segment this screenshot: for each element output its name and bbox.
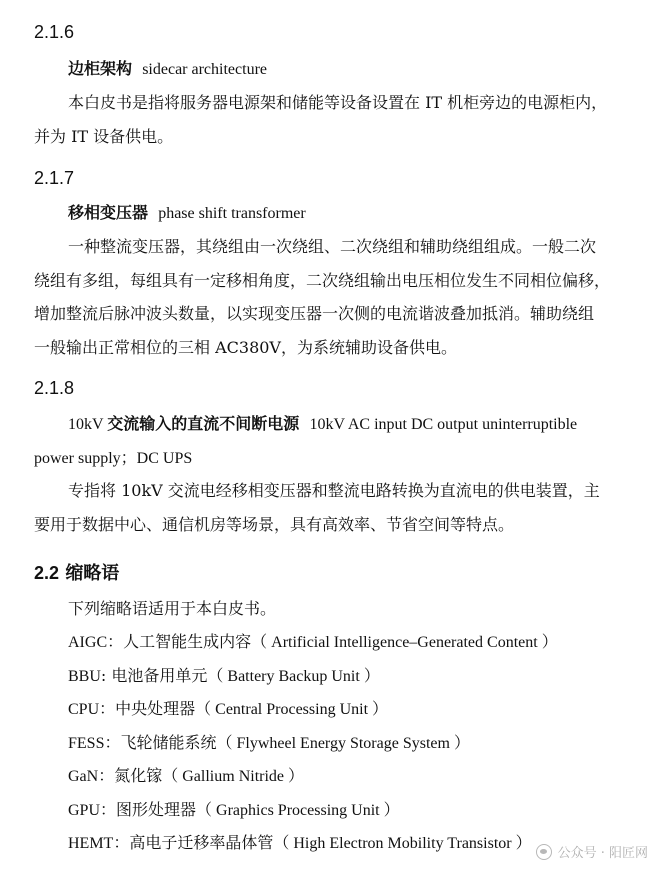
term-zh: 边柜架构 <box>68 59 133 78</box>
term-prefix: 10kV <box>68 416 108 433</box>
abbreviation-item-cpu <box>68 697 388 722</box>
abbreviation-item-gan <box>68 764 304 789</box>
abbreviation-item-aigc <box>68 630 558 655</box>
term-en: 10kV AC input DC output uninterruptible <box>309 416 578 433</box>
abbr-full: （ Graphics Processing Unit ） <box>196 802 400 819</box>
section-number-2-1-7: 2.1.7 <box>34 168 75 188</box>
abbr-sep: ： <box>99 699 116 718</box>
term-en-continued: power supply；DC UPS <box>34 450 193 467</box>
abbr-full: （ Flywheel Energy Storage System ） <box>216 735 470 752</box>
abbr-sep: ： <box>98 766 115 785</box>
definition-phase-shift-transformer <box>34 230 638 364</box>
definition-sidecar-architecture <box>34 86 638 153</box>
section-number-2-1-8: 2.1.8 <box>34 378 75 398</box>
paragraph-line: 增加整流后脉冲波头数量，以实现变压器一次侧的电流谐波叠加抵消。辅助绕组 <box>34 304 595 323</box>
term-en: sidecar architecture <box>142 61 267 78</box>
abbreviation-item-fess <box>68 731 470 756</box>
abbr-zh: 人工智能生成内容 <box>123 632 252 651</box>
paragraph-line: 并为 IT 设备供电。 <box>34 126 174 146</box>
term-10kv-dc-ups-continued <box>34 446 192 471</box>
abbreviations-intro: 下列缩略语适用于本白皮书。 <box>68 599 277 618</box>
abbr-code: GPU <box>68 802 101 819</box>
abbr-sep: ： <box>104 733 121 752</box>
abbr-sep: : <box>100 666 112 685</box>
section-title: 缩略语 <box>65 563 120 584</box>
abbr-sep: ： <box>107 632 124 651</box>
abbr-sep: ： <box>100 800 117 819</box>
abbr-full: （ High Electron Mobility Transistor ） <box>273 835 532 852</box>
watermark-text: 公众号 · 阳匠网 <box>557 846 648 861</box>
abbr-zh: 电池备用单元 <box>111 666 208 685</box>
abbr-code: BBU <box>68 668 101 685</box>
abbr-code: CPU <box>68 701 100 718</box>
term-10kv-dc-ups <box>68 412 577 437</box>
abbr-zh: 中央处理器 <box>115 699 196 718</box>
term-zh: 移相变压器 <box>68 203 149 222</box>
term-en: phase shift transformer <box>158 205 306 222</box>
abbr-code: GaN <box>68 768 99 785</box>
abbr-zh: 图形处理器 <box>116 800 197 819</box>
definition-10kv-dc-ups <box>34 474 638 541</box>
section-number: 2.2 <box>34 563 60 583</box>
abbr-code: AIGC <box>68 634 108 651</box>
watermark <box>532 840 650 863</box>
abbr-zh: 高电子迁移率晶体管 <box>129 833 274 852</box>
wechat-icon <box>536 844 552 860</box>
paragraph-line: 一种整流变压器，其绕组由一次绕组、二次绕组和辅助绕组组成。一般二次 <box>68 237 597 256</box>
abbr-full: （ Gallium Nitride ） <box>162 768 305 785</box>
abbr-full: （ Central Processing Unit ） <box>195 701 389 718</box>
abbreviation-item-gpu <box>68 798 400 823</box>
paragraph-line: 专指将 10kV 交流电经移相变压器和整流电路转换为直流电的供电装置，主 <box>68 481 600 500</box>
paragraph-line: 要用于数据中心、通信机房等场景，具有高效率、节省空间等特点。 <box>34 514 515 534</box>
abbr-zh: 飞轮储能系统 <box>120 733 217 752</box>
term-phase-shift-transformer <box>68 201 306 226</box>
abbr-code: HEMT <box>68 835 114 852</box>
abbreviation-item-bbu <box>68 664 380 689</box>
abbr-sep: ： <box>113 833 130 852</box>
abbr-full: （ Battery Backup Unit ） <box>207 668 380 685</box>
abbr-full: （ Artificial Intelligence–Generated Content ） <box>251 634 558 651</box>
term-sidecar-architecture <box>68 57 267 82</box>
paragraph-line: 一般输出正常相位的三相 AC380V，为系统辅助设备供电。 <box>34 337 457 357</box>
abbr-zh: 氮化镓 <box>114 766 163 785</box>
paragraph-line: 绕组有多组，每组具有一定移相角度，二次绕组输出电压相位发生不同相位偏移， <box>34 270 611 290</box>
paragraph-line: 本白皮书是指将服务器电源架和储能等设备设置在 IT 机柜旁边的电源柜内， <box>68 93 608 112</box>
section-heading-abbreviations <box>34 561 119 586</box>
abbr-code: FESS <box>68 735 105 752</box>
abbreviation-item-hemt <box>68 831 532 856</box>
term-zh: 交流输入的直流不间断电源 <box>107 414 300 433</box>
section-number-2-1-6: 2.1.6 <box>34 22 75 42</box>
